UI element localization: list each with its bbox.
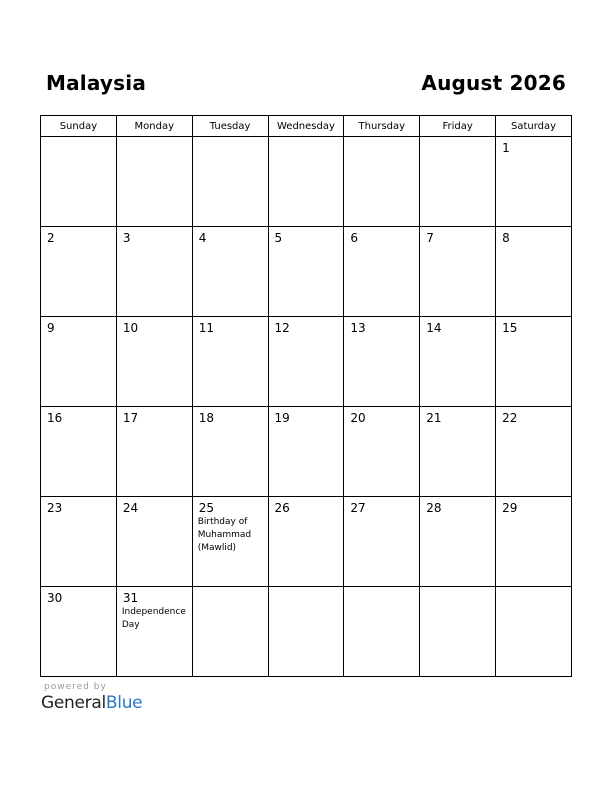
day-number: 29 <box>502 501 518 515</box>
day-cell <box>496 407 572 497</box>
day-number: 17 <box>122 411 139 425</box>
day-number: 21 <box>426 411 442 425</box>
week-row <box>41 317 572 407</box>
day-cell <box>420 317 496 407</box>
day-cell <box>268 587 344 677</box>
country-title: Malaysia <box>46 71 147 95</box>
day-number: 16 <box>47 411 63 425</box>
day-cell <box>344 317 420 407</box>
day-number: 19 <box>274 411 290 425</box>
day-cell <box>420 587 496 677</box>
day-number: 12 <box>274 321 290 335</box>
weekday-header: Tuesday <box>192 116 268 137</box>
day-number: 28 <box>426 501 442 515</box>
day-cell <box>268 497 344 587</box>
day-cell <box>41 497 117 587</box>
day-cell <box>344 587 420 677</box>
day-cell <box>496 227 572 317</box>
day-cell <box>496 497 572 587</box>
weekday-header-row <box>41 116 572 137</box>
day-number: 31 <box>122 591 139 605</box>
weekday-header: Saturday <box>496 116 572 137</box>
day-cell <box>192 227 268 317</box>
day-number: 15 <box>502 321 518 335</box>
weekday-header: Monday <box>116 116 192 137</box>
day-cell <box>116 137 192 227</box>
day-cell <box>344 227 420 317</box>
day-number: 1 <box>502 141 510 155</box>
week-row <box>41 587 572 677</box>
day-number: 22 <box>502 411 518 425</box>
month-year-title: August 2026 <box>421 71 566 95</box>
day-cell <box>192 407 268 497</box>
weekday-header: Thursday <box>344 116 420 137</box>
week-row <box>41 227 572 317</box>
day-cell <box>41 587 117 677</box>
day-number: 13 <box>350 321 366 335</box>
day-cell <box>420 497 496 587</box>
weekday-header: Sunday <box>41 116 117 137</box>
day-cell <box>496 137 572 227</box>
day-number: 20 <box>350 411 366 425</box>
day-number: 26 <box>274 501 290 515</box>
day-cell <box>192 317 268 407</box>
day-cell <box>268 407 344 497</box>
day-number: 7 <box>426 231 434 245</box>
day-cell <box>116 227 192 317</box>
week-row <box>41 497 572 587</box>
day-cell <box>420 407 496 497</box>
day-cell <box>496 317 572 407</box>
day-number: 24 <box>122 501 139 515</box>
day-number: 18 <box>198 411 214 425</box>
day-number: 6 <box>350 231 359 245</box>
day-number: 9 <box>47 321 55 335</box>
day-cell <box>116 407 192 497</box>
day-number: 4 <box>198 231 207 245</box>
day-cell <box>420 137 496 227</box>
day-number: 11 <box>198 321 214 335</box>
day-number: 27 <box>350 501 366 515</box>
day-cell <box>344 137 420 227</box>
day-number: 2 <box>47 231 55 245</box>
day-cell <box>116 497 192 587</box>
holiday-label: Independence Day <box>121 607 186 630</box>
day-number: 30 <box>47 591 63 605</box>
day-cell <box>116 317 192 407</box>
week-row <box>41 407 572 497</box>
day-cell <box>41 137 117 227</box>
day-number: 14 <box>426 321 442 335</box>
day-number: 23 <box>47 501 63 515</box>
day-cell <box>344 497 420 587</box>
day-cell <box>192 497 268 587</box>
generalblue-logo[interactable] <box>41 693 142 713</box>
week-row <box>41 137 572 227</box>
calendar-grid <box>40 115 572 677</box>
day-cell <box>41 407 117 497</box>
day-cell <box>496 587 572 677</box>
weekday-header: Friday <box>420 116 496 137</box>
brand-blue-text: Blue <box>105 693 143 713</box>
day-cell <box>116 587 192 677</box>
day-number: 25 <box>198 501 214 515</box>
brand-general-text: General <box>41 693 106 713</box>
weekday-header: Wednesday <box>268 116 344 137</box>
day-cell <box>192 137 268 227</box>
day-cell <box>268 227 344 317</box>
day-cell <box>268 317 344 407</box>
day-cell <box>41 227 117 317</box>
day-number: 5 <box>274 231 283 245</box>
day-number: 8 <box>502 231 510 245</box>
day-number: 10 <box>122 321 139 335</box>
day-cell <box>268 137 344 227</box>
day-cell <box>420 227 496 317</box>
day-cell <box>41 317 117 407</box>
day-cell <box>344 407 420 497</box>
holiday-label: Birthday of Muhammad (Mawlid) <box>197 517 252 553</box>
powered-by-label: powered by <box>44 682 107 692</box>
day-cell <box>192 587 268 677</box>
day-number: 3 <box>122 231 131 245</box>
